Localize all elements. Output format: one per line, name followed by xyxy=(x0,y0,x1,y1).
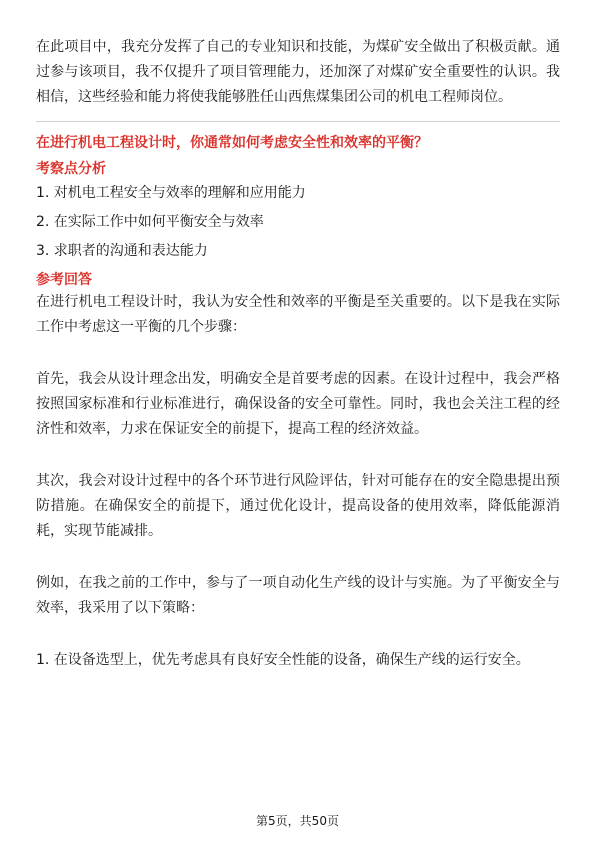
interview-question: 在进行机电工程设计时，你通常如何考虑安全性和效率的平衡？ xyxy=(36,135,428,151)
paragraph-gap xyxy=(36,340,560,367)
answer-paragraph: 在进行机电工程设计时，我认为安全性和效率的平衡是至关重要的。以下是我在实际工作中考虑这一平衡的几个步骤： xyxy=(36,294,560,335)
answer-paragraph: 首先，我会从设计理念出发，明确安全是首要考虑的因素。在设计过程中，我会严格按照国家标准和行业标准进行，确保设备的安全可靠性。同时，我也会关注工程的经济性和效率，力求在保证安全的前提下，提高工程的经济效益。 xyxy=(36,371,560,437)
paragraph-gap xyxy=(36,621,560,648)
page-footer: 第5页，共50页 xyxy=(256,814,339,828)
paragraph-gap xyxy=(36,442,560,469)
analysis-point: 3. 求职者的沟通和表达能力 xyxy=(36,243,208,259)
analysis-title: 考察点分析 xyxy=(36,161,106,177)
section-divider xyxy=(36,121,560,122)
analysis-points xyxy=(36,179,560,266)
answer-paragraph: 其次，我会对设计过程中的各个环节进行风险评估，针对可能存在的安全隐患提出预防措施。在确保安全的前提下，通过优化设计，提高设备的使用效率，降低能源消耗，实现节能减排。 xyxy=(36,473,560,539)
intro-paragraph: 在此项目中，我充分发挥了自己的专业知识和技能，为煤矿安全做出了积极贡献。通过参与该项目，我不仅提升了项目管理能力，还加深了对煤矿安全重要性的认识。我相信，这些经验和能力将使我能够胜任山西焦煤集团公司的机电工程师岗位。 xyxy=(36,39,560,105)
answer-paragraph: 1. 在设备选型上，优先考虑具有良好安全性能的设备，确保生产线的运行安全。 xyxy=(36,652,530,668)
answer-paragraph: 例如，在我之前的工作中，参与了一项自动化生产线的设计与实施。为了平衡安全与效率，我采用了以下策略： xyxy=(36,575,560,616)
analysis-point: 2. 在实际工作中如何平衡安全与效率 xyxy=(36,214,264,230)
page-content xyxy=(36,35,560,673)
paragraph-gap xyxy=(36,544,560,571)
analysis-point: 1. 对机电工程安全与效率的理解和应用能力 xyxy=(36,185,306,201)
answer-title: 参考回答 xyxy=(36,272,92,288)
